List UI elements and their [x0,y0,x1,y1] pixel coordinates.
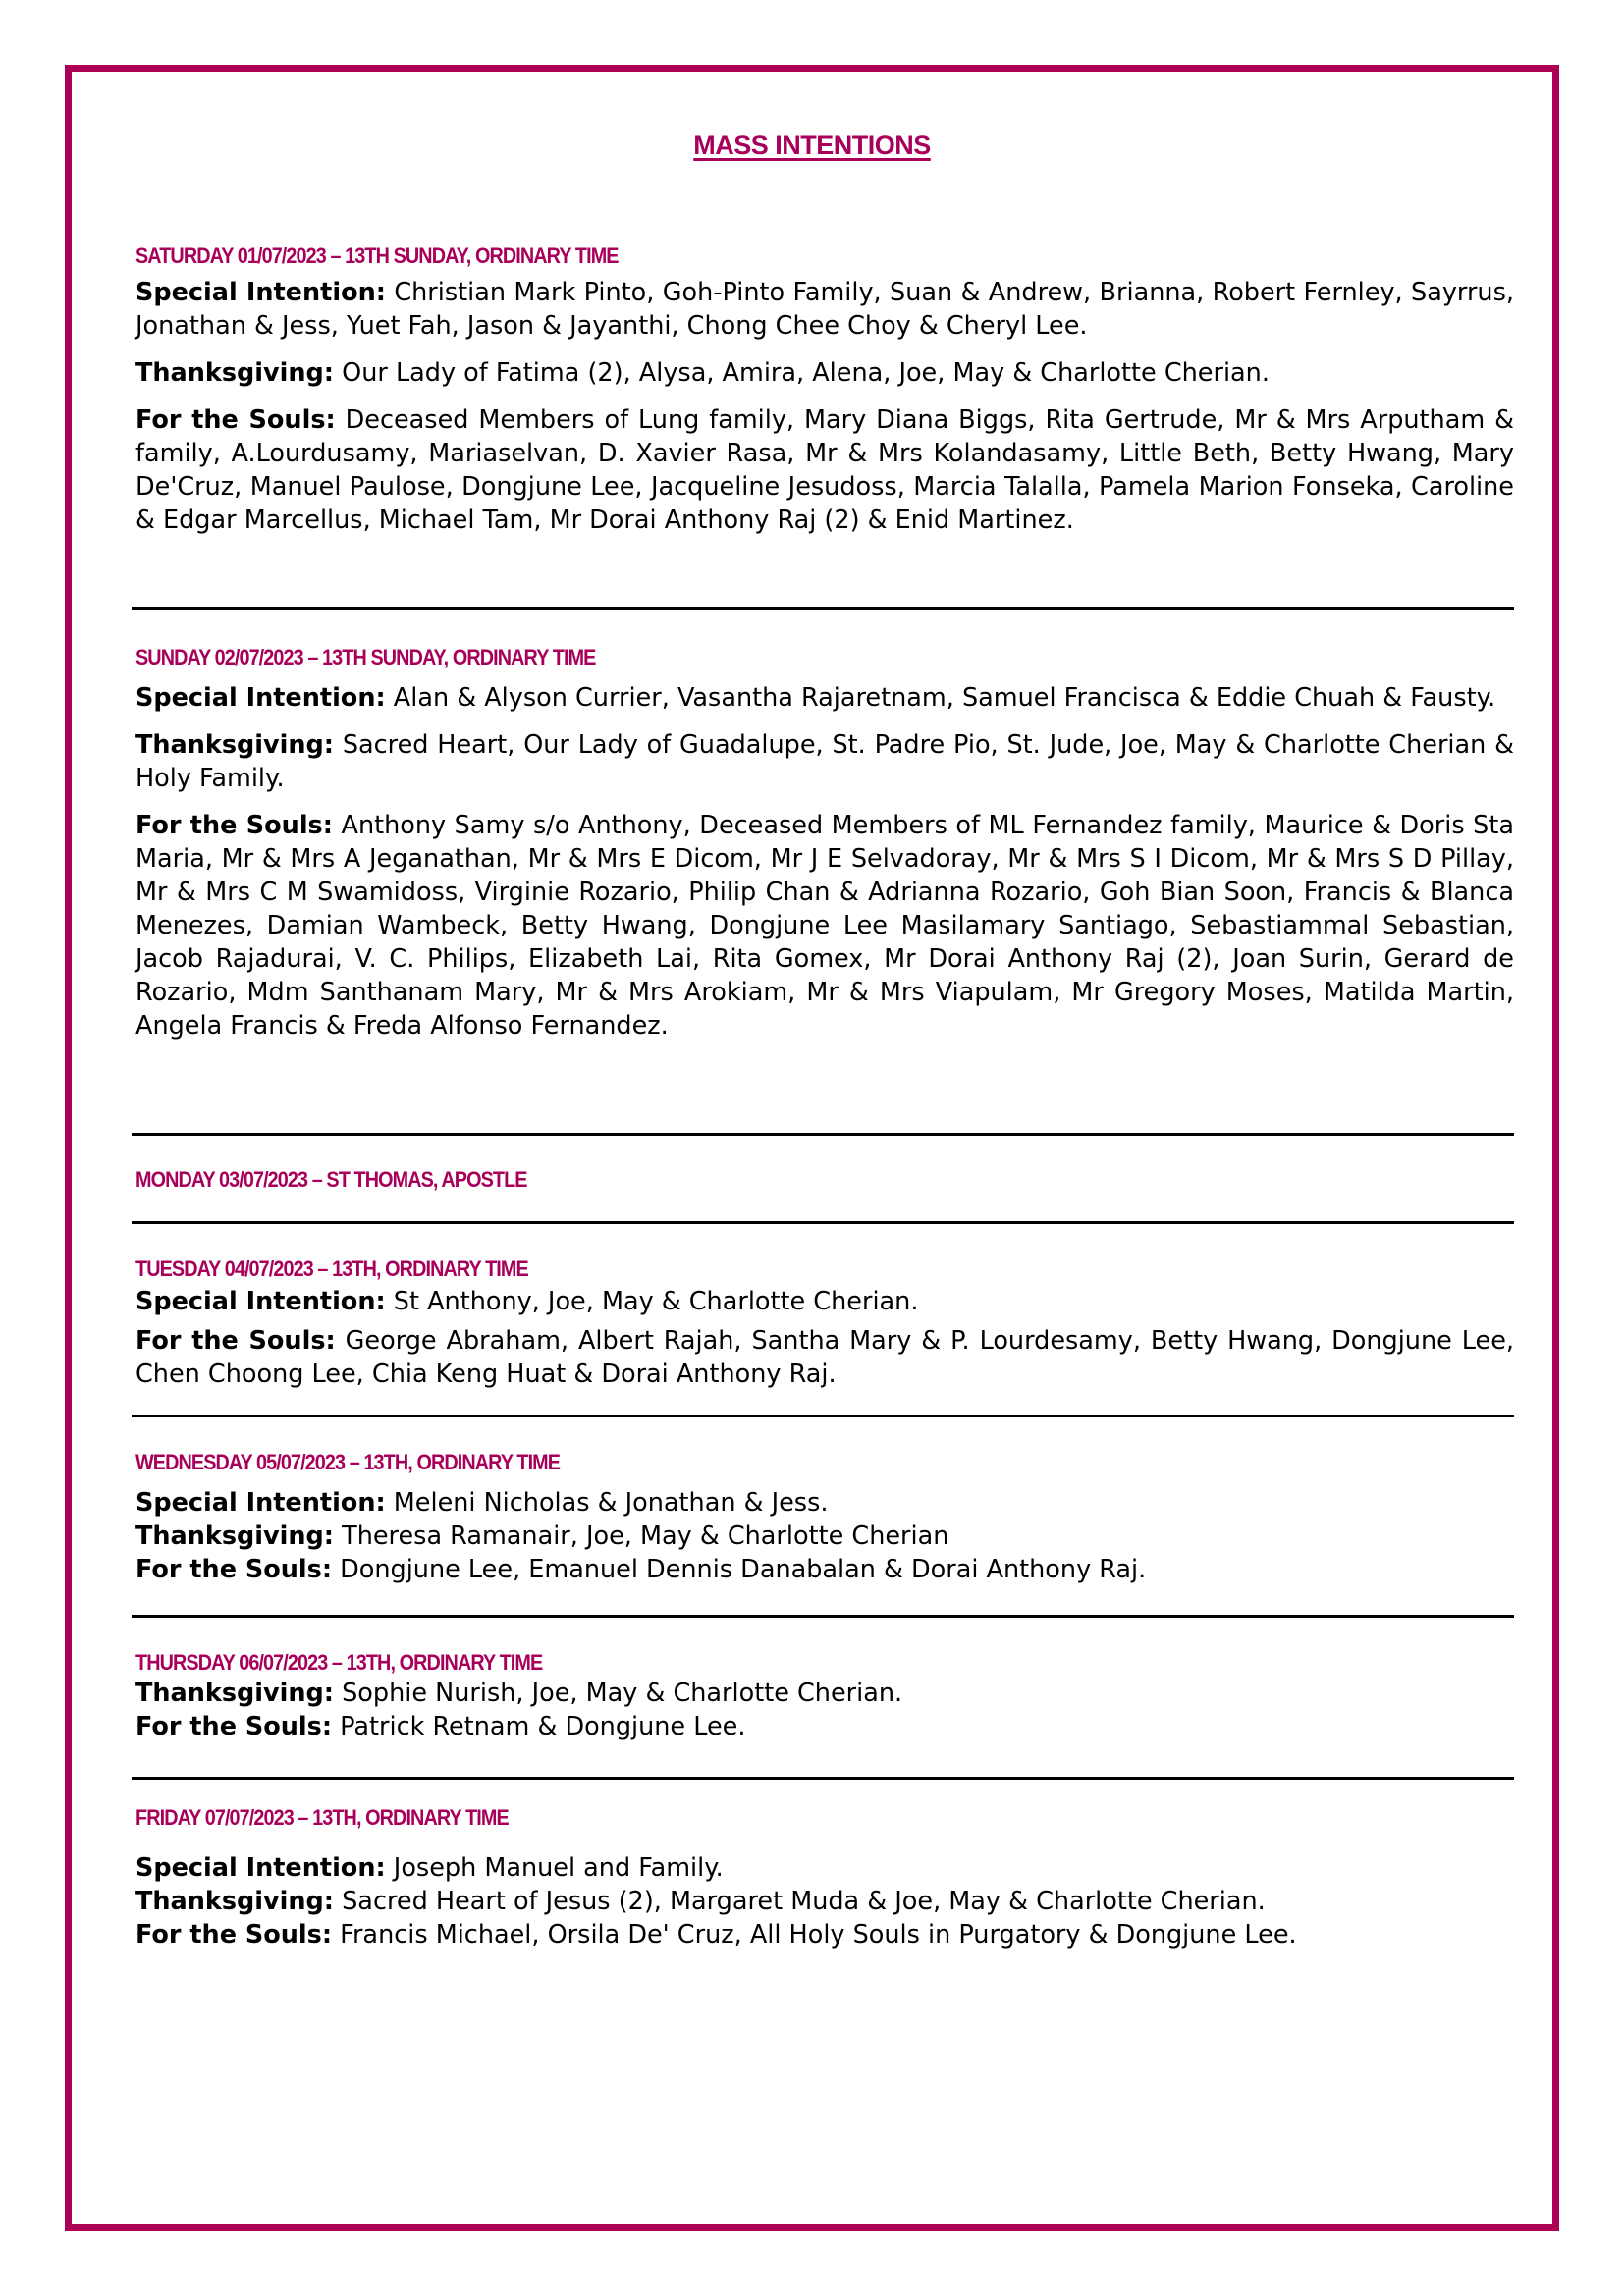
section-divider [132,1777,1514,1780]
entry-special-intention [135,276,1514,343]
entry-thanksgiving [135,1885,1514,1918]
entry-text: Joseph Manuel and Family. [393,1853,724,1883]
entry-text: Sacred Heart of Jesus (2), Margaret Muda & Joe, May & Charlotte Cherian. [342,1887,1266,1916]
entry-text: Anthony Samy s/o Anthony, Deceased Members of ML Fernandez family, Maurice & Doris Sta Maria, Mr & Mrs A Jeganathan, Mr & Mrs E Dicom, Mr J E Selvadoray, Mr & Mrs S I Dicom, Mr & Mrs S D Pillay, Mr & Mrs C M Swamidoss, Virginie Rozario, Philip Chan & Adrianna Rozario, Goh Bian Soon, Francis & Blanca Menezes, Damian Wambeck, Betty Hwang, Dongjune Lee Masilamary Santiago, Sebastiammal Sebastian, Jacob Rajadurai, V. C. Philips, Elizabeth Lai, Rita Gomex, Mr Dorai Anthony Raj (2), Joan Surin, Gerard de Rozario, Mdm Santhanam Mary, Mr & Mrs Arokiam, Mr & Mrs Viapulam, Mr Gregory Moses, Matilda Martin, Angela Francis & Freda Alfonso Fernandez. [135,811,1514,1041]
entry-special-intention [135,1851,1514,1885]
section-divider [132,1133,1514,1136]
section-divider [132,1415,1514,1417]
entry-label: Special Intention: [135,1853,386,1883]
section-divider [132,607,1514,610]
entry-label: For the Souls: [135,1712,333,1741]
entry-text: Sacred Heart, Our Lady of Guadalupe, St. Padre Pio, St. Jude, Joe, May & Charlotte Cherian & Holy Family. [135,730,1515,793]
entry-thanksgiving [135,1520,1514,1553]
day-section-friday [135,1804,1514,1951]
entry-label: Special Intention: [135,1287,386,1316]
day-heading: FRIDAY 07/07/2023 – 13TH, ORDINARY TIME [135,1805,509,1830]
section-divider [132,1221,1514,1224]
entry-label: For the Souls: [135,405,336,435]
day-section-saturday [135,242,1514,537]
entry-text: St Anthony, Joe, May & Charlotte Cherian. [393,1287,919,1316]
entry-text: Sophie Nurish, Joe, May & Charlotte Cherian. [342,1679,903,1708]
day-heading: THURSDAY 06/07/2023 – 13TH, ORDINARY TIME [135,1650,543,1675]
entry-text: Deceased Members of Lung family, Mary Diana Biggs, Rita Gertrude, Mr & Mrs Arputham & family, A.Lourdusamy, Mariaselvan, D. Xavier Rasa, Mr & Mrs Kolandasamy, Little Beth, Betty Hwang, Mary De'Cruz, Manuel Paulose, Dongjune Lee, Jacqueline Jesudoss, Marcia Talalla, Pamela Marion Fonseka, Caroline & Edgar Marcellus, Michael Tam, Mr Dorai Anthony Raj (2) & Enid Martinez. [135,405,1514,535]
entry-for-the-souls [135,1918,1514,1951]
entry-for-the-souls [135,1324,1514,1391]
entry-label: Thanksgiving: [135,1522,335,1551]
entry-label: Thanksgiving: [135,358,335,388]
entry-text: George Abraham, Albert Rajah, Santha Mary & P. Lourdesamy, Betty Hwang, Dongjune Lee, Chen Choong Lee, Chia Keng Huat & Dorai Anthony Raj. [135,1326,1514,1389]
entry-label: Thanksgiving: [135,730,335,760]
entry-text: Alan & Alyson Currier, Vasantha Rajaretnam, Samuel Francisca & Eddie Chuah & Fausty. [393,683,1496,713]
entry-label: For the Souls: [135,1555,333,1584]
entry-text: Christian Mark Pinto, Goh-Pinto Family, Suan & Andrew, Brianna, Robert Fernley, Sayrrus, Jonathan & Jess, Yuet Fah, Jason & Jayanthi, Chong Chee Choy & Cheryl Lee. [135,278,1514,341]
entry-label: For the Souls: [135,1326,336,1356]
entry-text: Patrick Retnam & Dongjune Lee. [340,1712,746,1741]
entry-special-intention [135,681,1514,715]
entry-text: Theresa Ramanair, Joe, May & Charlotte Cherian [342,1522,949,1551]
entry-text: Meleni Nicholas & Jonathan & Jess. [393,1488,829,1518]
entry-label: Thanksgiving: [135,1679,335,1708]
day-section-tuesday [135,1255,1514,1391]
day-heading: SUNDAY 02/07/2023 – 13TH SUNDAY, ORDINARY TIME [135,645,596,669]
entry-thanksgiving [135,356,1514,390]
entry-label: For the Souls: [135,811,333,840]
entry-label: For the Souls: [135,1920,333,1949]
page-title: MASS INTENTIONS [693,131,931,160]
day-section-thursday [135,1649,1514,1743]
entry-text: Francis Michael, Orsila De' Cruz, All Holy Souls in Purgatory & Dongjune Lee. [340,1920,1297,1949]
section-divider [132,1615,1514,1618]
day-section-monday [135,1166,1514,1194]
day-section-sunday [135,644,1514,1042]
entry-for-the-souls [135,1710,1514,1743]
entry-thanksgiving [135,728,1514,795]
entry-for-the-souls [135,403,1514,537]
entry-special-intention [135,1285,1514,1318]
entry-text: Dongjune Lee, Emanuel Dennis Danabalan & Dorai Anthony Raj. [340,1555,1147,1584]
entry-thanksgiving [135,1677,1514,1710]
entry-special-intention [135,1486,1514,1520]
entry-label: Special Intention: [135,278,386,307]
entry-for-the-souls [135,809,1514,1042]
day-heading: MONDAY 03/07/2023 – ST THOMAS, APOSTLE [135,1167,527,1192]
entry-label: Special Intention: [135,1488,386,1518]
entry-label: Thanksgiving: [135,1887,335,1916]
entry-text: Our Lady of Fatima (2), Alysa, Amira, Alena, Joe, May & Charlotte Cherian. [342,358,1270,388]
day-heading: SATURDAY 01/07/2023 – 13TH SUNDAY, ORDINARY TIME [135,243,619,268]
entry-label: Special Intention: [135,683,386,713]
day-section-wednesday [135,1449,1514,1586]
entry-for-the-souls [135,1553,1514,1586]
day-heading: WEDNESDAY 05/07/2023 – 13TH, ORDINARY TIME [135,1450,561,1474]
day-heading: TUESDAY 04/07/2023 – 13TH, ORDINARY TIME [135,1256,528,1281]
